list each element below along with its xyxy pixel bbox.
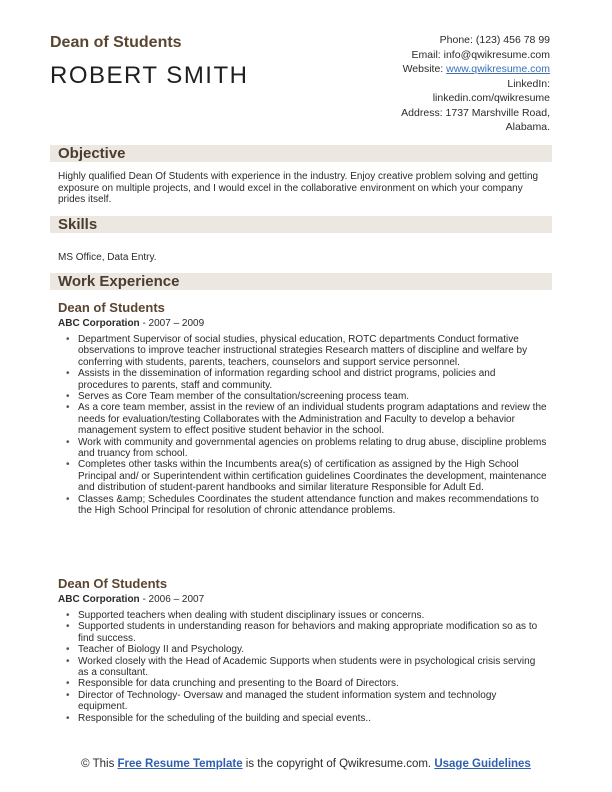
job-1-title: Dean of Students: [58, 300, 165, 315]
experience-heading: Work Experience: [58, 273, 180, 290]
job-2-dates: - 2006 – 2007: [139, 594, 205, 605]
objective-heading: Objective: [58, 145, 126, 162]
list-item: • Director of Technology- Oversaw and managed the student information system and technology equipment.: [66, 689, 497, 713]
usage-guidelines-link[interactable]: Usage Guidelines: [434, 758, 531, 770]
objective-text: Highly qualified Dean Of Students with experience in the industry. Enjoy creative problem solving and getting exposure on multiple projects, and I would excel in the collaborative environment on which your company prides itself.: [58, 171, 539, 205]
job-1-bullets: [66, 334, 548, 517]
job-1-company-line: [58, 318, 204, 329]
list-item: • Department Supervisor of social studies, physical education, ROTC departments Conduct formative observations to improve teacher instructional strategies Research matters of discipline and welfare by conferring with students, parents, teachers, counselors and support service personnel.: [66, 334, 528, 368]
contact-website: [290, 62, 550, 77]
contact-block: [290, 33, 550, 135]
skills-section-bar: [50, 216, 552, 233]
website-label: Website:: [402, 63, 447, 75]
list-item: • Responsible for data crunching and presenting to the Board of Directors.: [66, 678, 399, 690]
list-item: • Work with community and governmental agencies on problems relating to drug abuse, discipline problems and truancy from school.: [66, 436, 547, 460]
job-title: Dean of Students: [50, 34, 182, 51]
job-2-title: Dean Of Students: [58, 576, 168, 591]
free-resume-template-link[interactable]: Free Resume Template: [117, 758, 243, 770]
footer-middle: is the copyright of Qwikresume.com.: [242, 758, 435, 770]
list-item: • As a core team member, assist in the review of an individual students program adaptations and review the needs for evaluation/testing Collaborates with the Administration and Faculty to develop a behavior management system to effect positive student behavior in the school.: [66, 402, 547, 437]
list-item: • Supported students in understanding reason for behaviors and making appropriate modification so as to find success.: [66, 621, 538, 644]
list-item: • Completes other tasks within the Incumbents area(s) of certification as assigned by the High School Principal and/ or Superintendent within certification guidelines Coordinates the development, maintenance and distribution of student-parent handbooks and similar literature Responsible for Adult Ed.: [66, 459, 547, 494]
footer: [0, 757, 612, 771]
footer-prefix: © This: [81, 758, 118, 770]
list-item: • Classes &amp; Schedules Coordinates the student attendance function and makes recommendations to the High School Principal for resolution of chronic attendance problems.: [66, 493, 539, 517]
website-link[interactable]: www.qwikresume.com: [446, 63, 550, 75]
list-item: • Assists in the dissemination of information regarding school and district programs, policies and procedures to parents, staff and community.: [66, 368, 496, 391]
skills-text: MS Office, Data Entry.: [58, 252, 157, 263]
job-1-company: ABC Corporation: [58, 318, 140, 329]
person-name: ROBERT SMITH: [50, 62, 249, 89]
job-2-bullets: [66, 610, 548, 724]
job-1-dates: - 2007 – 2009: [139, 318, 205, 329]
list-item: • Worked closely with the Head of Academic Supports when students were in psychological crisis serving as a consultant.: [66, 655, 536, 679]
experience-section-bar: [50, 273, 552, 290]
list-item: • Responsible for the scheduling of the building and special events..: [66, 712, 371, 724]
list-item: • Serves as Core Team member of the consultation/screening process team.: [66, 391, 410, 403]
contact-phone: Phone: (123) 456 78 99: [439, 34, 550, 46]
contact-address-line1: Address: 1737 Marshville Road,: [401, 106, 550, 119]
job-2-company: ABC Corporation: [58, 594, 140, 605]
list-item: • Supported teachers when dealing with student disciplinary issues or concerns.: [66, 610, 425, 621]
skills-heading: Skills: [58, 216, 98, 233]
contact-linkedin-value: linkedin.com/qwikresume: [432, 92, 550, 104]
list-item: • Teacher of Biology II and Psychology.: [66, 644, 245, 656]
objective-section-bar: [50, 145, 552, 162]
contact-address-line2: Alabama.: [505, 121, 550, 133]
contact-email: Email: info@qwikresume.com: [411, 48, 550, 61]
job-2-company-line: [58, 594, 204, 605]
contact-linkedin-label: LinkedIn:: [507, 77, 550, 90]
